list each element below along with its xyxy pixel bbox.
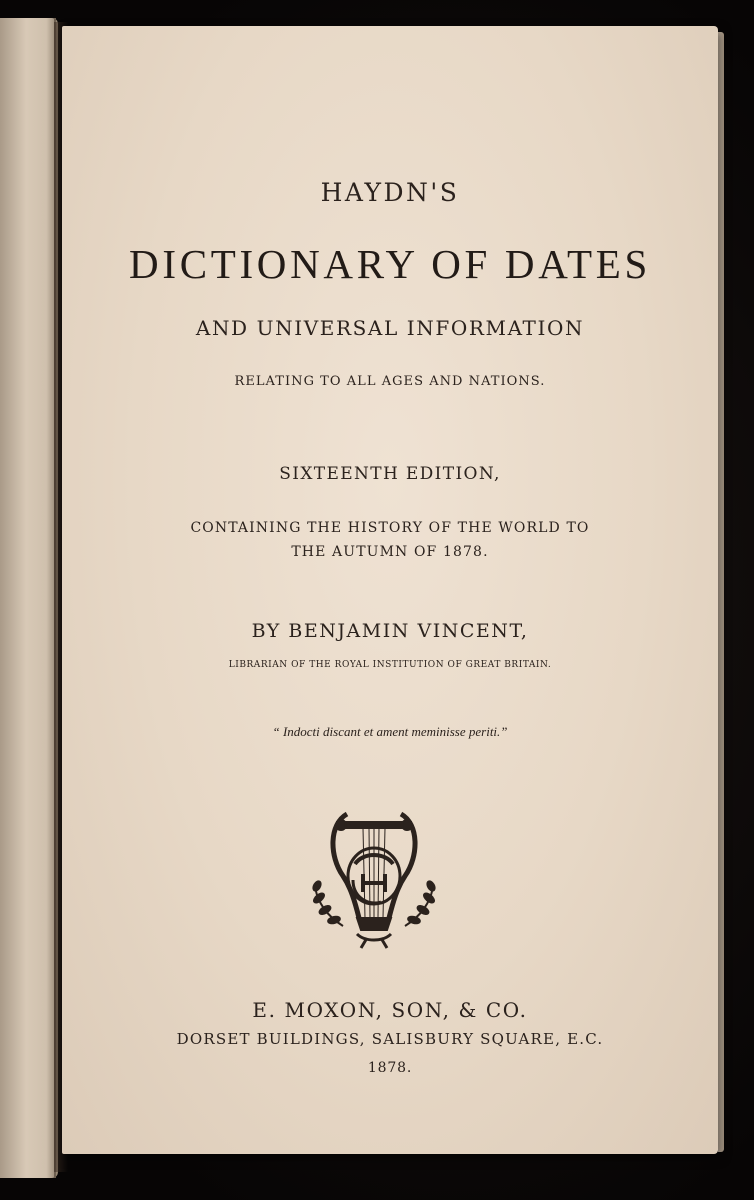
motto: “ Indocti discant et ament meminisse periti.” (272, 724, 508, 739)
publisher-address: DORSET BUILDINGS, SALISBURY SQUARE, E.C. (176, 1030, 604, 1048)
author-possessive: HAYDN'S (320, 178, 460, 207)
page-fore-edge (718, 32, 724, 1152)
containing-line-2: THE AUTUMN OF 1878. (291, 544, 489, 560)
lyre-monogram-icon (307, 806, 441, 952)
publisher: E. MOXON, SON, & CO. (252, 998, 528, 1022)
publication-year: 1878. (367, 1060, 413, 1076)
title-page (62, 26, 718, 1154)
edition: SIXTEENTH EDITION, (279, 464, 501, 484)
author-role: LIBRARIAN OF THE ROYAL INSTITUTION OF GREAT BRITAIN. (228, 660, 552, 670)
book-title: DICTIONARY OF DATES (129, 241, 651, 287)
subtitle-secondary: RELATING TO ALL AGES AND NATIONS. (234, 374, 546, 389)
subtitle: AND UNIVERSAL INFORMATION (195, 316, 585, 340)
by-line: BY BENJAMIN VINCENT, (251, 620, 529, 642)
containing-line-1: CONTAINING THE HISTORY OF THE WORLD TO (190, 520, 590, 536)
left-page-edge (0, 18, 58, 1178)
